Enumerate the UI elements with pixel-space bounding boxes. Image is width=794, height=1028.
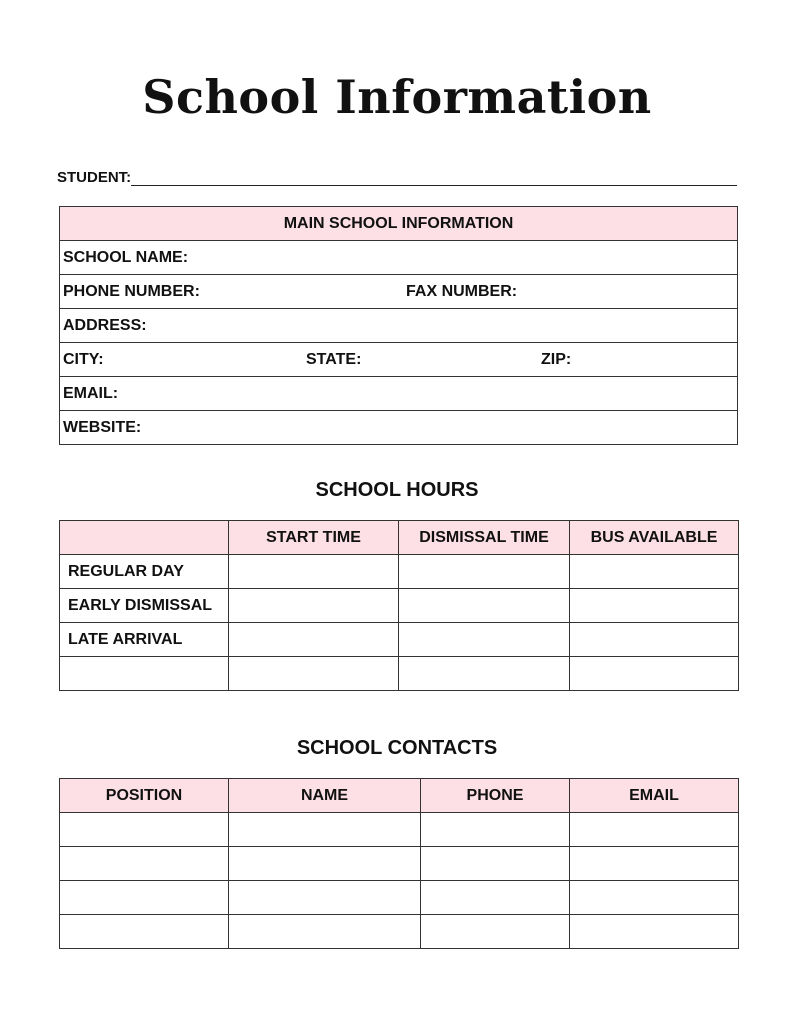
school-hours-table <box>59 520 739 691</box>
school-contacts-heading: SCHOOL CONTACTS <box>296 737 498 759</box>
page-title: School Information <box>142 70 652 124</box>
cell[interactable] <box>399 555 570 589</box>
table-row <box>60 881 739 915</box>
hours-col-blank <box>60 521 229 555</box>
table-row <box>60 847 739 881</box>
address-field[interactable]: ADDRESS: <box>60 309 738 343</box>
website-field[interactable]: WEBSITE: <box>60 411 738 445</box>
cell[interactable] <box>570 813 739 847</box>
cell[interactable] <box>229 915 421 949</box>
cell[interactable] <box>421 847 570 881</box>
fax-label: FAX NUMBER: <box>406 283 518 300</box>
school-hours-heading: SCHOOL HOURS <box>315 479 479 501</box>
row-label[interactable] <box>60 657 229 691</box>
student-input-line[interactable] <box>131 185 737 186</box>
cell[interactable] <box>570 915 739 949</box>
contacts-col-phone: PHONE <box>421 779 570 813</box>
hours-col-bus: BUS AVAILABLE <box>570 521 739 555</box>
contacts-col-name: NAME <box>229 779 421 813</box>
cell[interactable] <box>229 657 399 691</box>
cell[interactable] <box>421 881 570 915</box>
row-label: LATE ARRIVAL <box>60 623 229 657</box>
contacts-col-email: EMAIL <box>570 779 739 813</box>
cell[interactable] <box>570 881 739 915</box>
hours-col-start: START TIME <box>229 521 399 555</box>
cell[interactable] <box>60 915 229 949</box>
cell[interactable] <box>421 915 570 949</box>
cell[interactable] <box>229 623 399 657</box>
student-label: STUDENT: <box>57 169 132 186</box>
state-label: STATE: <box>306 351 362 368</box>
school-name-field[interactable]: SCHOOL NAME: <box>60 241 738 275</box>
cell[interactable] <box>399 623 570 657</box>
cell[interactable] <box>229 813 421 847</box>
cell[interactable] <box>421 813 570 847</box>
cell[interactable] <box>570 555 739 589</box>
zip-label: ZIP: <box>541 351 572 368</box>
city-state-zip-row[interactable] <box>60 343 738 377</box>
cell[interactable] <box>60 847 229 881</box>
city-label: CITY: <box>63 350 104 368</box>
main-info-header: MAIN SCHOOL INFORMATION <box>60 207 738 241</box>
phone-fax-row[interactable] <box>60 275 738 309</box>
phone-label: PHONE NUMBER: <box>63 282 200 300</box>
cell[interactable] <box>570 623 739 657</box>
cell[interactable] <box>60 881 229 915</box>
table-row <box>60 915 739 949</box>
cell[interactable] <box>399 589 570 623</box>
cell[interactable] <box>229 881 421 915</box>
table-row <box>60 623 739 657</box>
table-row <box>60 555 739 589</box>
table-row <box>60 589 739 623</box>
cell[interactable] <box>229 555 399 589</box>
school-contacts-table <box>59 778 739 949</box>
cell[interactable] <box>229 589 399 623</box>
cell[interactable] <box>399 657 570 691</box>
table-row <box>60 813 739 847</box>
cell[interactable] <box>570 589 739 623</box>
contacts-col-position: POSITION <box>60 779 229 813</box>
row-label: EARLY DISMISSAL <box>60 589 229 623</box>
table-row <box>60 657 739 691</box>
cell[interactable] <box>60 813 229 847</box>
email-field[interactable]: EMAIL: <box>60 377 738 411</box>
main-school-info-table <box>59 206 738 445</box>
row-label: REGULAR DAY <box>60 555 229 589</box>
hours-col-dismissal: DISMISSAL TIME <box>399 521 570 555</box>
cell[interactable] <box>570 847 739 881</box>
cell[interactable] <box>229 847 421 881</box>
cell[interactable] <box>570 657 739 691</box>
